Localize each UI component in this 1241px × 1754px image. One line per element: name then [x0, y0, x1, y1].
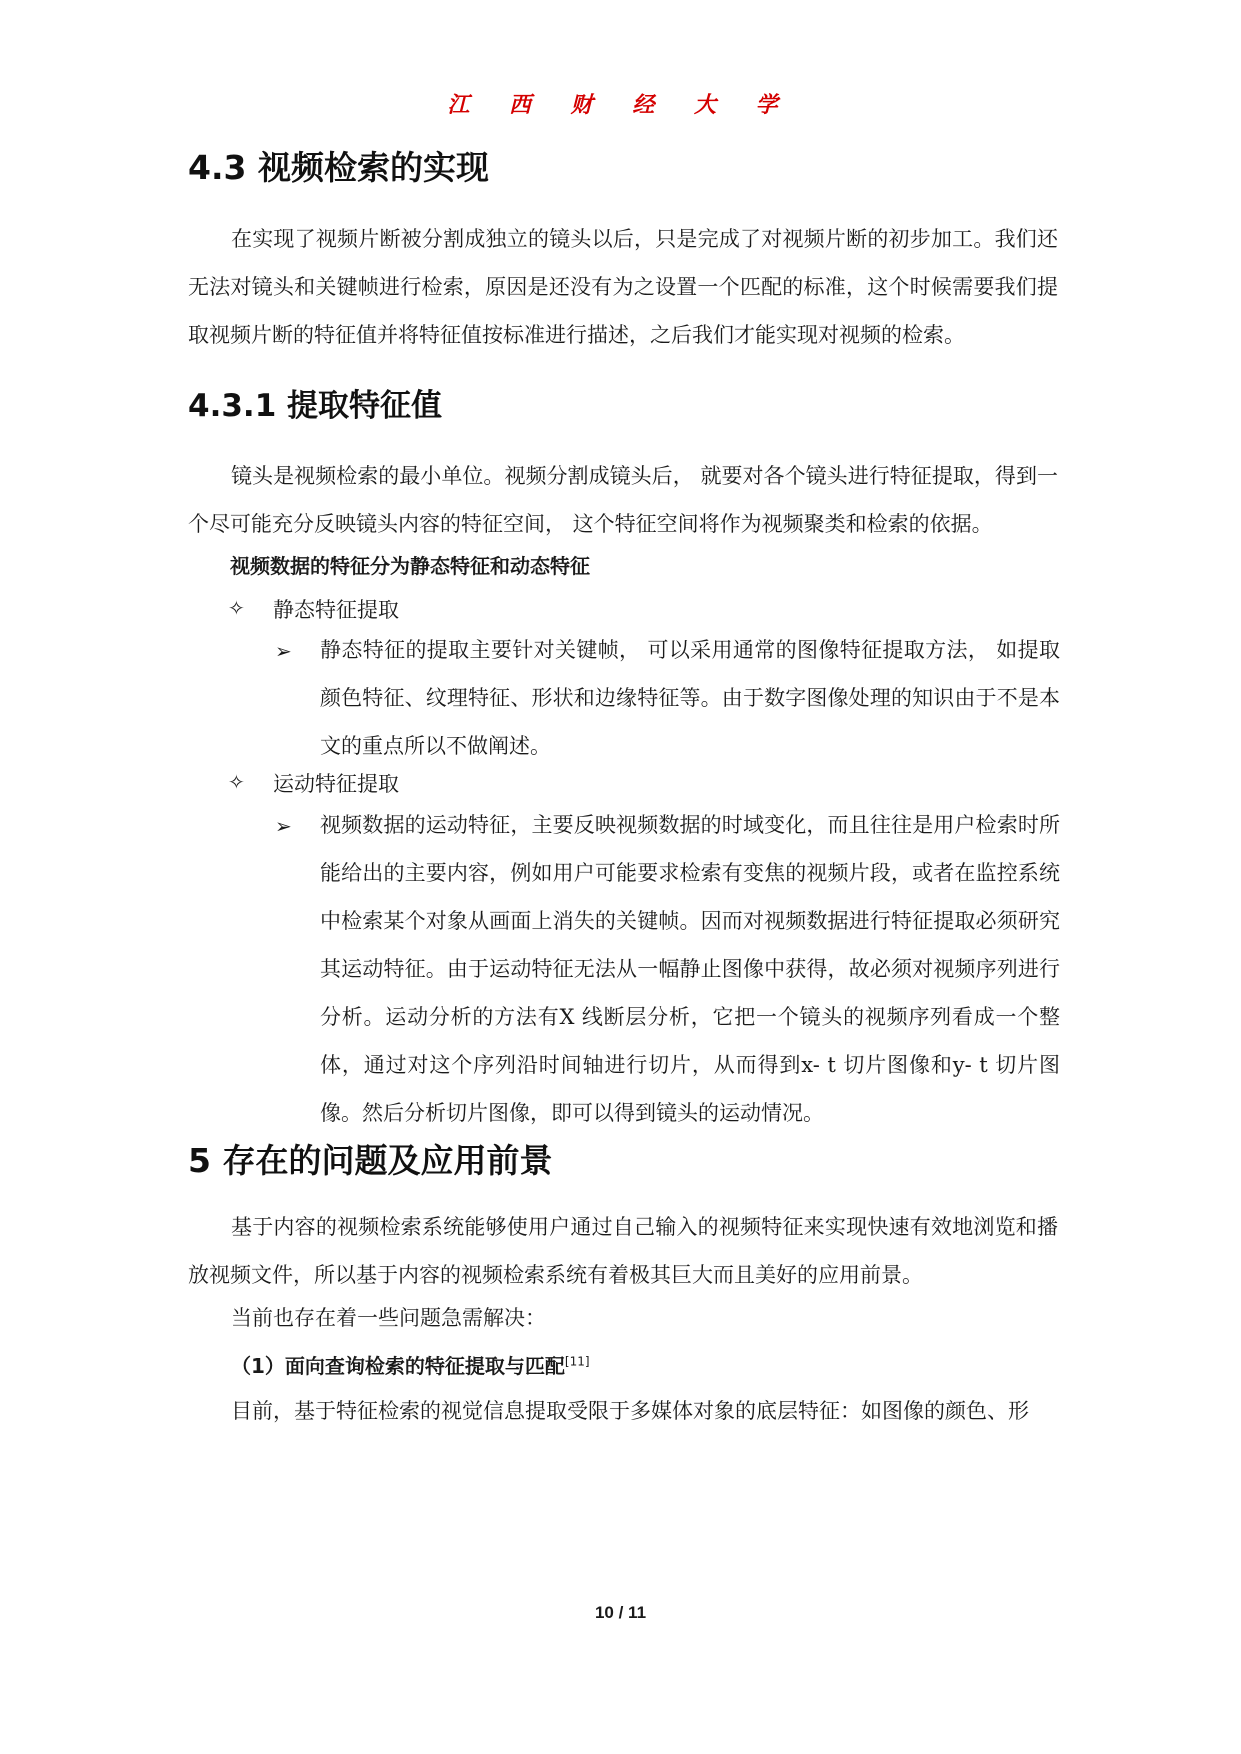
section-5-paragraph-2: 当前也存在着一些问题急需解决： — [231, 1306, 546, 1330]
arrow-bullet-icon: ➢ — [275, 639, 292, 663]
static-feature-text: 静态特征的提取主要针对关键帧， 可以采用通常的图像特征提取方法， 如提取颜色特征、纹理特征、形状和边缘特征等。由于数字图像处理的知识由于不是本文的重点所以不做阐述。 — [320, 638, 1060, 758]
feature-matching-subheading-text: （1）面向查询检索的特征提取与匹配 — [231, 1354, 565, 1378]
section-4-3-title: 4.3 视频检索的实现 — [188, 148, 489, 187]
static-feature-label: 静态特征提取 — [273, 598, 399, 622]
page-number: 10 / 11 — [594, 1603, 647, 1622]
section-4-3-1-paragraph: 镜头是视频检索的最小单位。视频分割成镜头后， 就要对各个镜头进行特征提取，得到一个尽可能充分反映镜头内容的特征空间， 这个特征空间将作为视频聚类和检索的依据。 — [188, 464, 1058, 536]
feature-types-subheading: 视频数据的特征分为静态特征和动态特征 — [230, 554, 590, 578]
diamond-bullet-icon: ✧ — [228, 596, 245, 620]
citation-ref: [11] — [564, 1354, 590, 1369]
feature-matching-subheading — [231, 1350, 590, 1379]
section-4-3-paragraph: 在实现了视频片断被分割成独立的镜头以后，只是完成了对视频片断的初步加工。我们还无法对镜头和关键帧进行检索，原因是还没有为之设置一个匹配的标准，这个时候需要我们提取视频片断的特征值并将特征值按标准进行描述，之后我们才能实现对视频的检索。 — [188, 227, 1058, 347]
section-4-3-1-title: 4.3.1 提取特征值 — [188, 388, 443, 424]
arrow-bullet-icon: ➢ — [275, 814, 292, 838]
diamond-bullet-icon: ✧ — [228, 770, 245, 794]
section-5-paragraph-3: 目前，基于特征检索的视觉信息提取受限于多媒体对象的底层特征：如图像的颜色、形 — [231, 1399, 1029, 1423]
university-header: 江 西 财 经 大 学 — [447, 92, 794, 118]
section-5-paragraph-1: 基于内容的视频检索系统能够使用户通过自己输入的视频特征来实现快速有效地浏览和播放视频文件，所以基于内容的视频检索系统有着极其巨大而且美好的应用前景。 — [188, 1215, 1058, 1287]
motion-feature-label: 运动特征提取 — [273, 772, 399, 796]
section-5-title: 5 存在的问题及应用前景 — [188, 1141, 553, 1180]
motion-feature-text: 视频数据的运动特征，主要反映视频数据的时域变化，而且往往是用户检索时所能给出的主要内容，例如用户可能要求检索有变焦的视频片段，或者在监控系统中检索某个对象从画面上消失的关键帧。因而对视频数据进行特征提取必须研究其运动特征。由于运动特征无法从一幅静止图像中获得，故必须对视频序列进行分析。运动分析的方法有X 线断层分析，它把一个镜头的视频序列看成一个整体，通过对这个序列沿时间轴进行切片，从而得到x- t 切片图像和y- t 切片图像。然后分析切片图像，即可以得到镜头的运动情况。 — [320, 813, 1060, 1125]
